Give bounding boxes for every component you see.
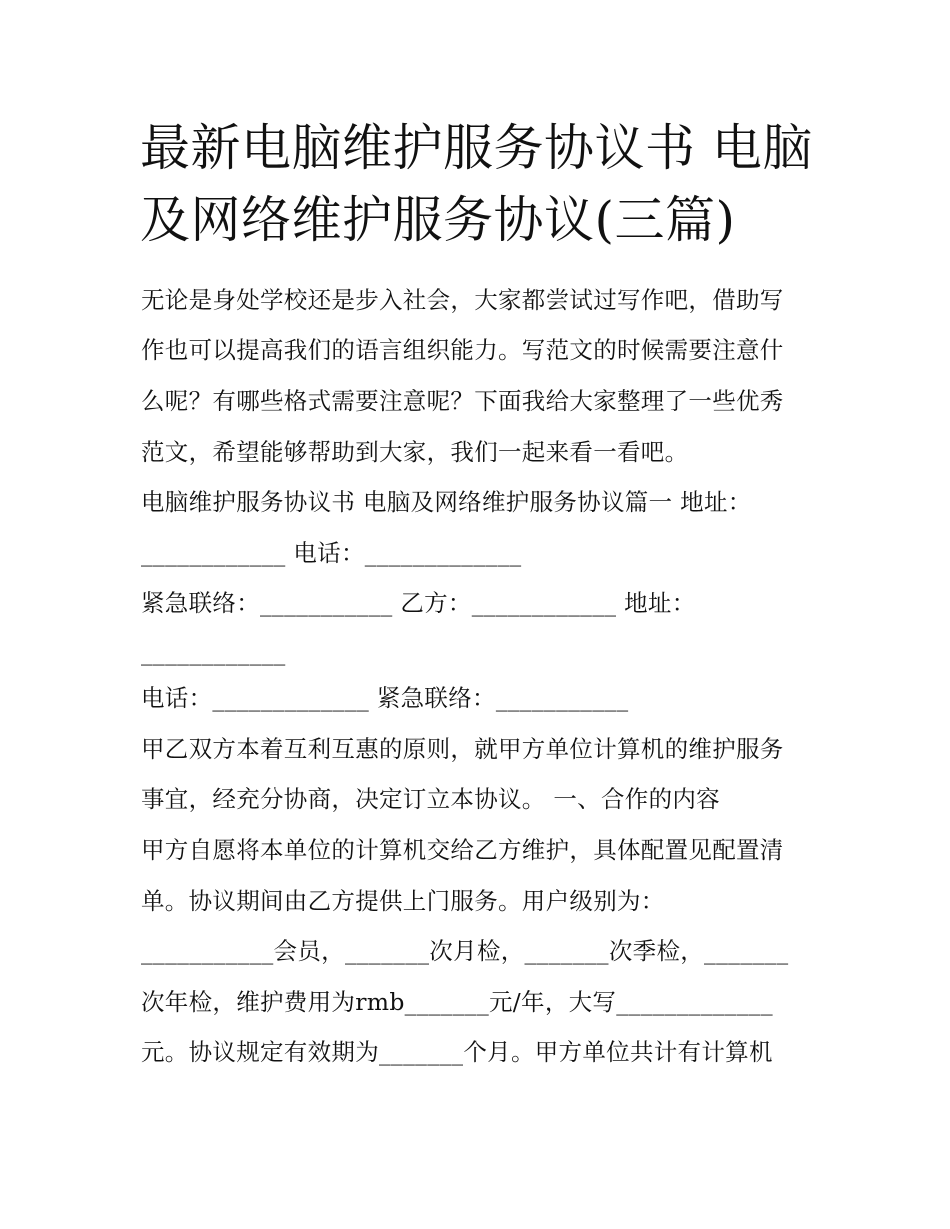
body-line: 电脑维护服务协议书 电脑及网络维护服务协议篇一 地址： [141,488,752,516]
body-line: 范文，希望能够帮助到大家，我们一起来看一看吧。 [141,438,689,466]
body-line: 事宜，经充分协商，决定订立本协议。 一、合作的内容 [141,785,720,813]
body-line: 甲方自愿将本单位的计算机交给乙方维护，具体配置见配置清 [141,836,784,864]
body-line: 单。协议期间由乙方提供上门服务。用户级别为： [141,887,665,915]
body-line: 电话：_____________ 紧急联络：___________ [141,684,629,712]
body-line: ___________会员，_______次月检，_______次季检，_______ [141,937,789,965]
body-line: 紧急联络：___________ 乙方：____________ 地址： [141,589,696,617]
title-line-1: 最新电脑维护服务协议书 电脑 [140,119,813,177]
body-line: 元。协议规定有效期为_______个月。甲方单位共计有计算机 [141,1038,773,1066]
title-line-2: 及网络维护服务协议(三篇) [140,191,736,249]
body-line: 甲乙双方本着互利互惠的原则，就甲方单位计算机的维护服务 [141,735,784,763]
body-line: 么呢？有哪些格式需要注意呢？下面我给大家整理了一些优秀 [141,387,784,415]
body-line: 次年检，维护费用为rmb_______元/年，大写_____________ [141,988,773,1016]
body-line: 无论是身处学校还是步入社会，大家都尝试过写作吧，借助写 [141,286,784,314]
body-line: ____________ [141,638,286,666]
body-line: ____________ 电话：_____________ [141,539,522,567]
document-title [140,112,830,256]
body-line: 作也可以提高我们的语言组织能力。写范文的时候需要注意什 [141,336,784,364]
